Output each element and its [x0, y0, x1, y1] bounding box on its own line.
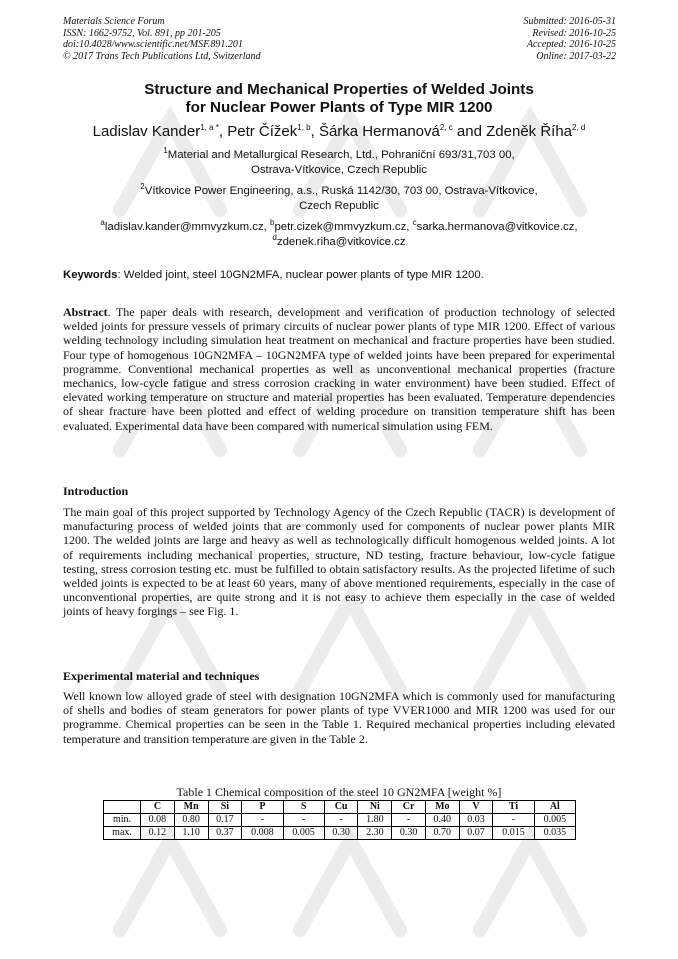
journal-name: Materials Science Forum — [63, 16, 165, 27]
author-separator: , — [310, 123, 319, 140]
author-emails — [63, 220, 615, 250]
table-header-cell: Al — [534, 801, 575, 814]
table-header-cell: Ni — [358, 801, 392, 814]
table-cell: 1.80 — [358, 814, 392, 827]
chemical-composition-table — [103, 800, 576, 840]
email-mark: b — [270, 218, 275, 228]
author-and: and — [452, 123, 487, 140]
table-cell: 0.40 — [425, 814, 459, 827]
table-header-row — [104, 801, 576, 814]
online-date: Online: 2017-03-22 — [536, 50, 616, 62]
paper-title — [63, 81, 615, 117]
table-cell: 0.80 — [174, 814, 208, 827]
table-cell: 2.30 — [358, 827, 392, 840]
table-header-cell: Si — [208, 801, 242, 814]
table-header-cell: Ti — [493, 801, 534, 814]
table-cell: 0.30 — [392, 827, 426, 840]
title-line-2: for Nuclear Power Plants of Type MIR 1200 — [185, 99, 493, 116]
table-caption: Table 1 Chemical composition of the steel 10 GN2MFA [weight %] — [176, 785, 502, 799]
table-cell: 0.008 — [242, 827, 283, 840]
table-row — [104, 814, 576, 827]
table-cell: 0.17 — [208, 814, 242, 827]
email-link[interactable]: petr.cizek@mmvyzkum.cz, — [274, 221, 413, 233]
table-cell: - — [283, 814, 324, 827]
author-list — [40, 123, 638, 141]
table-header-cell: Mo — [425, 801, 459, 814]
table-header-cell: V — [459, 801, 493, 814]
table-header-cell: Cu — [324, 801, 358, 814]
author-affiliation-mark: 1, a * — [200, 123, 219, 132]
table-cell: - — [242, 814, 283, 827]
table-cell: 0.035 — [534, 827, 575, 840]
email-link[interactable]: zdenek.riha@vitkovice.cz — [276, 236, 406, 248]
table-cell: 0.12 — [141, 827, 175, 840]
table-header-cell: Cr — [392, 801, 426, 814]
experimental-paragraph: Well known low alloyed grade of steel with designation 10GN2MFA which is commonly used for manufacturing of shells and bodies of steam generators for power plants of type VVER1000 and MIR 1200 was used for our programme. Chemical properties can be seen in the Table 1. Required mechanical properties including elevated temperature and transition temperature are given in the Table 2. — [63, 689, 615, 746]
doi: doi:10.4028/www.scientific.net/MSF.891.201 — [63, 39, 243, 50]
title-line-1: Structure and Mechanical Properties of Welded Joints — [144, 81, 534, 98]
section-heading-introduction: Introduction — [63, 484, 129, 498]
table-cell: - — [493, 814, 534, 827]
email-mark: c — [412, 218, 417, 228]
affiliation-mark: 1 — [163, 146, 168, 156]
affiliation-2 — [63, 184, 615, 214]
table-header-cell — [104, 801, 141, 814]
section-heading-experimental: Experimental material and techniques — [63, 669, 260, 683]
keywords-text: : Welded joint, steel 10GN2MFA, nuclear power plants of type MIR 1200. — [117, 269, 484, 281]
author-affiliation-mark: 1, b — [297, 123, 311, 132]
affiliation-1 — [63, 148, 615, 178]
author-name: Šárka Hermanová — [318, 123, 440, 140]
table-row — [104, 827, 576, 840]
author-separator: , — [218, 123, 228, 140]
table-header-cell: S — [283, 801, 324, 814]
table-cell: 1.10 — [174, 827, 208, 840]
table-cell: - — [392, 814, 426, 827]
submission-dates — [524, 16, 617, 62]
keywords-label: Keywords — [63, 269, 118, 281]
table-cell: min. — [104, 814, 141, 827]
issn: ISSN: 1662-9752, Vol. 891, pp 201-205 — [63, 27, 221, 39]
table-header-cell: C — [141, 801, 175, 814]
keywords — [63, 268, 615, 283]
abstract-text: . The paper deals with research, development and verification of production technology of selected welded joints for pressure vessels of primary circuits of nuclear power plants of type MIR 1200. Effect of various welding technology including simulation heat treatment on mechanical and fracture properties have been studied. Four type of homogenous 10GN2MFA – 10GN2MFA type of welded joints have been prepared for experimental programme. Conventional mechanical properties as well as unconventional mechanical properties (fracture mechanics, low-cycle fatigue and stress corrosion cracking in water environment) have been studied. Effect of elevated working temperature on structure and material properties has been evaluated. Temperature dependencies of shear fracture have been plotted and effect of welding procedure on transition temperature shift has been evaluated. Experimental data have been compared with numerical simulation using FEM. — [63, 305, 615, 433]
email-link[interactable]: sarka.hermanova@vitkovice.cz, — [416, 221, 578, 233]
author-name: Ladislav Kander — [92, 123, 201, 140]
table-cell: 0.08 — [141, 814, 175, 827]
table-cell: 0.03 — [459, 814, 493, 827]
table-cell: 0.005 — [534, 814, 575, 827]
affiliation-line: Material and Metallurgical Research, Ltd., Pohraniční 693/31,703 00, — [167, 149, 515, 161]
table-cell: 0.005 — [283, 827, 324, 840]
table-cell: - — [324, 814, 358, 827]
journal-info — [63, 16, 261, 62]
email-mark: d — [272, 233, 277, 243]
affiliation-mark: 2 — [140, 182, 145, 192]
abstract-label: Abstract — [63, 305, 108, 319]
affiliation-line: Vítkovice Power Engineering, a.s., Ruská 1142/30, 703 00, Ostrava-Vítkovice, — [144, 185, 538, 197]
table-cell: 0.015 — [493, 827, 534, 840]
author-name: Petr Čížek — [227, 123, 298, 140]
affiliation-line: Czech Republic — [299, 200, 379, 212]
copyright: © 2017 Trans Tech Publications Ltd, Switzerland — [63, 50, 261, 62]
author-affiliation-mark: 2, c — [439, 123, 453, 132]
accepted-date: Accepted: 2016-10-25 — [526, 39, 616, 50]
email-mark: a — [100, 218, 105, 228]
author-name: Zdeněk Říha — [486, 123, 573, 140]
submitted-date: Submitted: 2016-05-31 — [523, 16, 616, 27]
affiliation-line: Ostrava-Vítkovice, Czech Republic — [251, 164, 427, 176]
table-cell: max. — [104, 827, 141, 840]
revised-date: Revised: 2016-10-25 — [532, 27, 616, 39]
table-cell: 0.70 — [425, 827, 459, 840]
table-cell: 0.30 — [324, 827, 358, 840]
introduction-paragraph: The main goal of this project supported by Technology Agency of the Czech Republic (TACR) is development of manufacturing process of welded joints that are commonly used for components of nuclear power plants MIR 1200. The welded joints are large and heavy as well as technologically difficult homogenous welded joints. A lot of requirements including mechanical properties, structure, ND testing, fracture behaviour, low-cycle fatigue testing, stress corrosion testing etc. must be fulfilled to obtain satisfactory results. As the projected lifetime of such welded joints is expected to be at least 60 years, many of above mentioned requirements, especially in the case of unconventional properties, are quite strong and it is not easy to achieve them especially in the case of welded joints of heavy forgings – see Fig. 1. — [63, 505, 615, 619]
table-cell: 0.37 — [208, 827, 242, 840]
table-header-cell: Mn — [174, 801, 208, 814]
abstract — [63, 305, 615, 433]
table-header-cell: P — [242, 801, 283, 814]
table-cell: 0.07 — [459, 827, 493, 840]
email-link[interactable]: ladislav.kander@mmvyzkum.cz, — [104, 221, 271, 233]
author-affiliation-mark: 2, d — [572, 123, 586, 132]
